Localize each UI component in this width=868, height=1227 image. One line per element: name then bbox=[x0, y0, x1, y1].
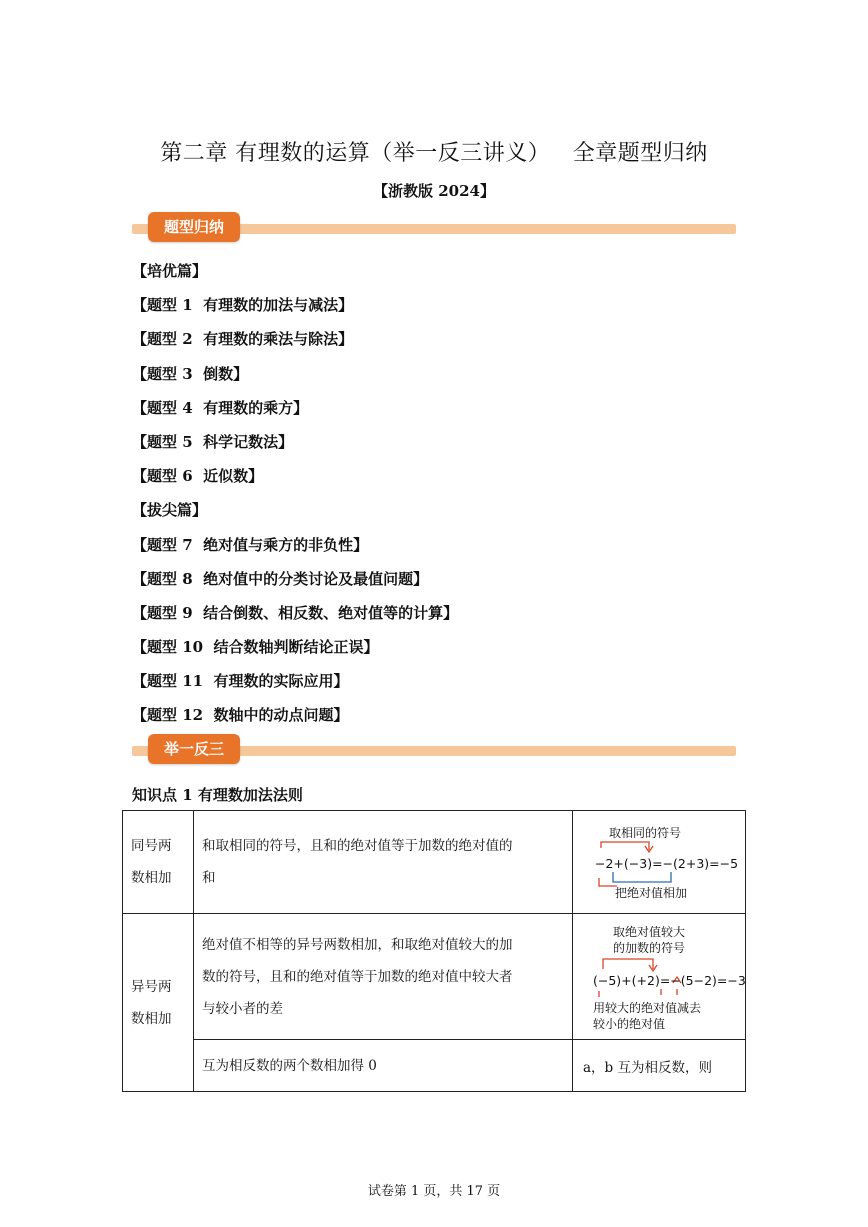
description-line: 和取相同的符号，且和的绝对值等于加数的绝对值的 bbox=[202, 838, 513, 854]
figure-label: 把绝对值相加 bbox=[615, 886, 688, 900]
description-cell bbox=[194, 811, 573, 914]
toc-item: 【题型 11 有理数的实际应用】 bbox=[132, 672, 349, 691]
category-line: 同号两 bbox=[131, 838, 172, 854]
page-subtitle: 【浙教版 2024】 bbox=[373, 182, 495, 200]
same-sign-example bbox=[573, 812, 745, 912]
table-row bbox=[123, 811, 746, 914]
toc-item: 【题型 2 有理数的乘法与除法】 bbox=[132, 330, 354, 349]
toc-item: 【题型 10 结合数轴判断结论正误】 bbox=[132, 638, 379, 657]
toc-item: 【题型 12 数轴中的动点问题】 bbox=[132, 706, 349, 725]
toc-item: 【题型 5 科学记数法】 bbox=[132, 432, 294, 451]
category-cell bbox=[123, 811, 194, 914]
toc-item: 【培优篇】 bbox=[132, 262, 208, 280]
page-footer: 试卷第 1 页，共 17 页 bbox=[367, 1184, 501, 1199]
practice-banner bbox=[132, 734, 736, 768]
description-line: 与较小者的差 bbox=[202, 1000, 283, 1017]
example-equation: −2+(−3)=−(2+3)=−5 bbox=[595, 856, 739, 871]
knowledge-title: 知识点 1 有理数加法法则 bbox=[132, 786, 303, 804]
category-cell bbox=[123, 914, 194, 1092]
toc-item: 【题型 1 有理数的加法与减法】 bbox=[132, 296, 354, 315]
example-figure-cell bbox=[573, 811, 746, 914]
toc-list bbox=[132, 259, 458, 738]
toc-item: 【题型 4 有理数的乘方】 bbox=[132, 398, 309, 417]
toc-item: 【题型 6 近似数】 bbox=[132, 467, 264, 486]
example-figure-cell bbox=[573, 914, 746, 1040]
description-cell bbox=[194, 914, 573, 1040]
category-line: 数相加 bbox=[131, 1010, 172, 1027]
description-line: 绝对值不相等的异号两数相加，和取绝对值较大的加 bbox=[202, 936, 513, 953]
toc-item: 【题型 8 绝对值中的分类讨论及最值问题】 bbox=[132, 569, 429, 588]
table-row bbox=[123, 914, 746, 1040]
different-sign-example bbox=[573, 915, 745, 1039]
toc-item: 【题型 7 绝对值与乘方的非负性】 bbox=[132, 535, 369, 554]
figure-label: 较小的绝对值 bbox=[593, 1016, 666, 1031]
table-row bbox=[123, 1040, 746, 1092]
toc-item: 【题型 3 倒数】 bbox=[132, 364, 249, 383]
summary-banner bbox=[132, 212, 736, 246]
category-line: 异号两 bbox=[131, 978, 172, 995]
example-equation: (−5)+(+2)=−(5−2)=−3 bbox=[593, 972, 746, 988]
toc-item: 【题型 9 结合倒数、相反数、绝对值等的计算】 bbox=[132, 603, 459, 622]
page-title: 第二章 有理数的运算（举一反三讲义） 全章题型归纳 bbox=[160, 141, 708, 166]
description-line: 数的符号，且和的绝对值等于加数的绝对值中较大者 bbox=[202, 968, 513, 985]
figure-label: 用较大的绝对值减去 bbox=[593, 1000, 702, 1015]
figure-label: 的加数的符号 bbox=[613, 940, 686, 955]
category-line: 数相加 bbox=[131, 870, 172, 886]
example-text-cell: a，b 互为相反数，则 bbox=[573, 1040, 746, 1092]
summary-banner-label: 题型归纳 bbox=[148, 212, 240, 242]
figure-label: 取绝对值较大 bbox=[613, 924, 686, 939]
toc-item: 【拔尖篇】 bbox=[132, 501, 208, 520]
description-cell: 互为相反数的两个数相加得 0 bbox=[194, 1040, 573, 1092]
figure-label: 取相同的符号 bbox=[609, 826, 682, 840]
description-line: 和 bbox=[202, 870, 216, 886]
addition-rules-table bbox=[122, 810, 746, 1092]
practice-banner-label: 举一反三 bbox=[148, 734, 240, 764]
